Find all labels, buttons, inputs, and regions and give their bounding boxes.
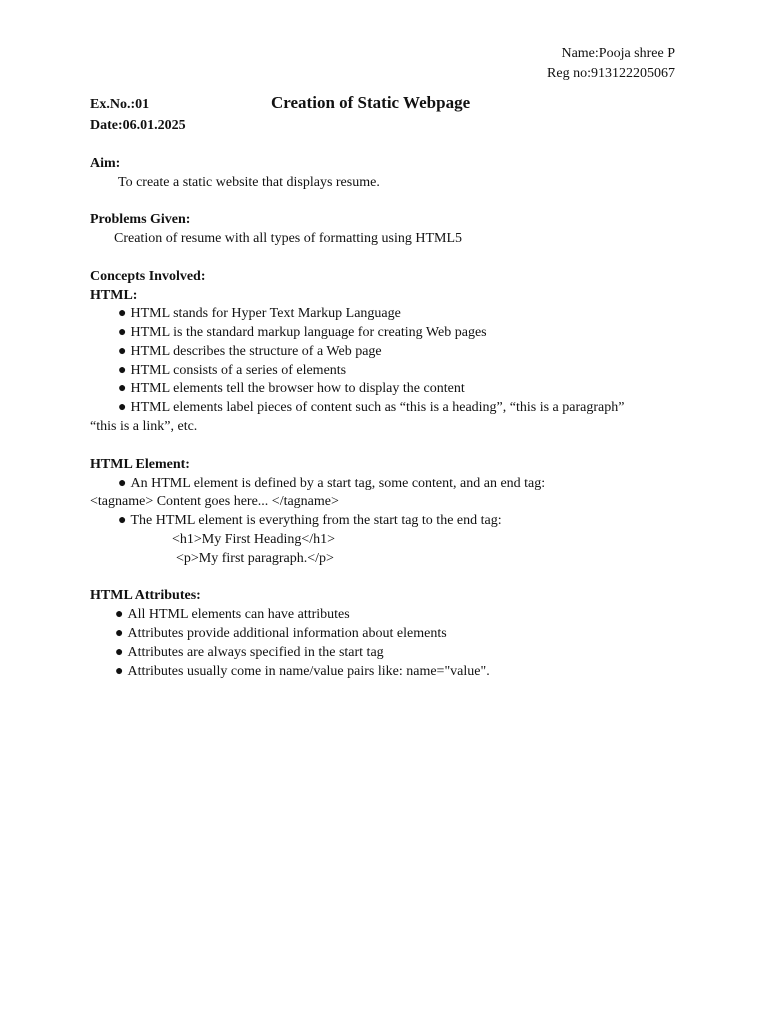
bullet-icon: ●	[115, 607, 124, 622]
element-item-text: The HTML element is everything from the start tag to the end tag:	[130, 513, 502, 528]
attribute-item-text: All HTML elements can have attributes	[127, 607, 350, 622]
concept-item-text: HTML consists of a series of elements	[130, 363, 347, 378]
list-item	[115, 606, 350, 625]
list-item	[118, 324, 487, 343]
student-name: Name:Pooja shree P	[561, 46, 675, 61]
html-subheading: HTML:	[90, 288, 138, 303]
concept-item-text: HTML elements label pieces of content such as “this is a heading”, “this is a paragraph”	[130, 400, 625, 415]
bullet-icon: ●	[118, 344, 127, 359]
bullet-icon: ●	[118, 325, 127, 340]
attribute-item-text: Attributes are always specified in the start tag	[127, 645, 384, 660]
concept-continuation: “this is a link”, etc.	[90, 419, 198, 434]
bullet-icon: ●	[118, 381, 127, 396]
problems-heading: Problems Given:	[90, 212, 191, 227]
list-item	[118, 305, 401, 324]
list-item	[118, 380, 465, 399]
exercise-number: Ex.No.:01	[90, 97, 150, 112]
bullet-icon: ●	[118, 306, 127, 321]
element-example-paragraph: <p>My first paragraph.</p>	[176, 551, 334, 566]
aim-text: To create a static website that displays resume.	[118, 175, 380, 190]
attribute-item-text: Attributes usually come in name/value pairs like: name="value".	[127, 664, 490, 679]
element-heading: HTML Element:	[90, 457, 190, 472]
bullet-icon: ●	[118, 476, 127, 491]
bullet-icon: ●	[115, 664, 124, 679]
concept-item-text: HTML is the standard markup language for creating Web pages	[130, 325, 487, 340]
aim-heading: Aim:	[90, 156, 121, 171]
element-example-heading: <h1>My First Heading</h1>	[172, 532, 336, 547]
element-item-text: An HTML element is defined by a start tag, some content, and an end tag:	[130, 476, 546, 491]
page-title: Creation of Static Webpage	[271, 93, 471, 112]
concept-item-text: HTML describes the structure of a Web page	[130, 344, 382, 359]
exercise-date: Date:06.01.2025	[90, 118, 186, 133]
concepts-heading: Concepts Involved:	[90, 269, 206, 284]
list-item	[118, 343, 382, 362]
list-item	[115, 625, 447, 644]
list-item	[118, 475, 545, 494]
list-item	[118, 362, 346, 381]
bullet-icon: ●	[115, 645, 124, 660]
attributes-heading: HTML Attributes:	[90, 588, 201, 603]
element-syntax: <tagname> Content goes here... </tagname>	[90, 494, 339, 509]
bullet-icon: ●	[115, 626, 124, 641]
list-item	[118, 512, 502, 531]
bullet-icon: ●	[118, 363, 127, 378]
problems-text: Creation of resume with all types of formatting using HTML5	[114, 231, 462, 246]
concept-item-text: HTML stands for Hyper Text Markup Language	[130, 306, 401, 321]
list-item	[115, 663, 490, 682]
concept-item-text: HTML elements tell the browser how to display the content	[130, 381, 465, 396]
bullet-icon: ●	[118, 513, 127, 528]
bullet-icon: ●	[118, 400, 127, 415]
reg-number: Reg no:913122205067	[547, 66, 675, 81]
attribute-item-text: Attributes provide additional information about elements	[127, 626, 447, 641]
list-item	[118, 399, 624, 418]
list-item	[115, 644, 384, 663]
